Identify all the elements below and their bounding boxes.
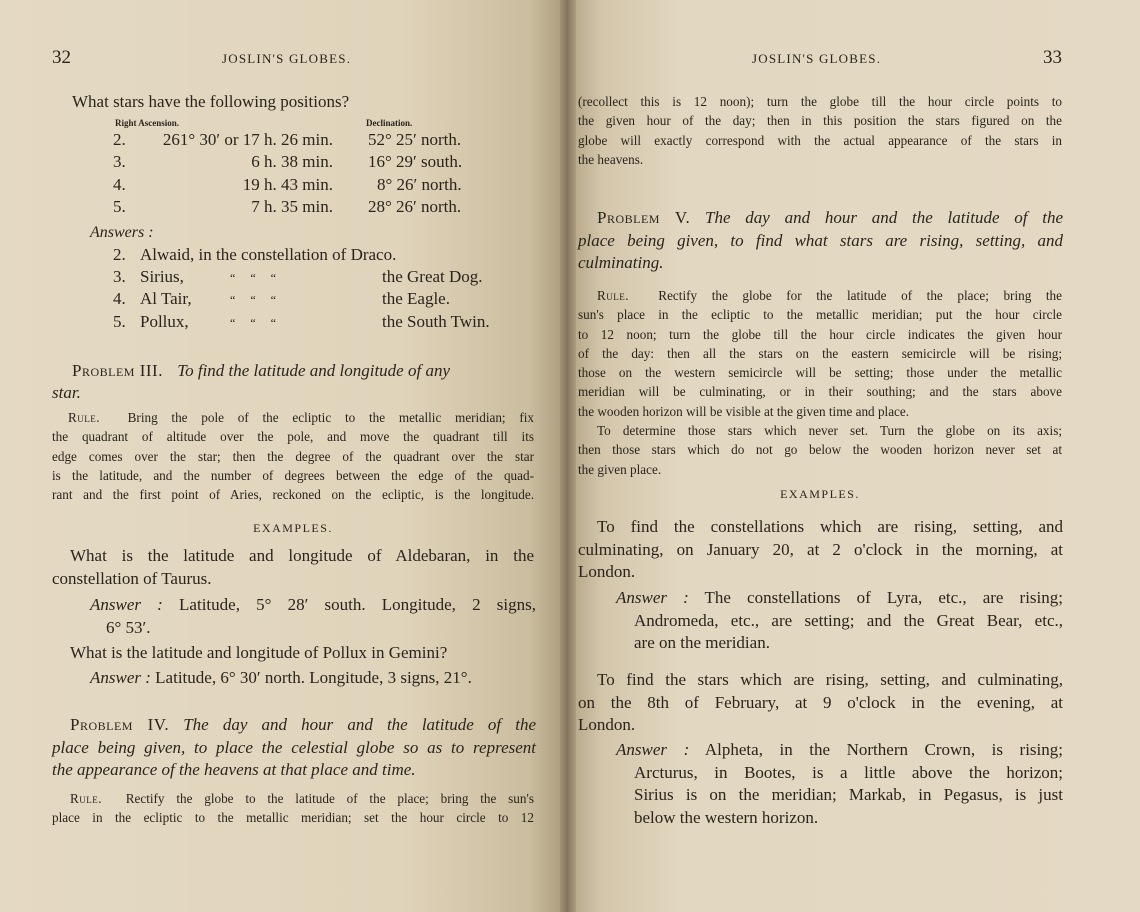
rule-line: to 12 noon; turn the globe till the hour circle indicates the given hour: [578, 326, 1062, 342]
page-number: 32: [52, 47, 71, 68]
example-1-answer: [616, 587, 1063, 655]
answer-text: Latitude, 5° 28′ south. Longitude, 2 signs,: [179, 595, 536, 614]
answer-star: Sirius,: [140, 267, 184, 286]
example-2-question: What is the latitude and longitude of Pollux in Gemini?: [70, 643, 448, 662]
rule-line: the wooden horizon will be visible at the given time and place.: [578, 403, 910, 419]
example-2-question: [578, 669, 1063, 737]
answer-label: Answer :: [616, 740, 690, 759]
answer-text: Andromeda, etc., are setting; and the Great Bear, etc.,: [634, 610, 1063, 630]
answer-text: Sirius is on the meridian; Markab, in Pegasus, is just: [634, 785, 1063, 804]
ditto-marks: “ “ “: [230, 316, 276, 330]
rule-line: Rectify the globe for the latitude of the place; bring the: [658, 288, 1062, 303]
continuation-text: [578, 92, 1062, 169]
question-intro: What stars have the following positions?: [72, 92, 350, 111]
rule-line: rant and the first point of Aries, reckoned on the ecliptic, is the longitude.: [52, 487, 534, 503]
rule-label: Rule.: [68, 410, 101, 425]
question-line: London.: [578, 562, 636, 581]
declination: 16° 29′ south.: [368, 152, 463, 171]
answer-text: Alpheta, in the Northern Crown, is rising;: [704, 740, 1063, 759]
example-1-answer: [90, 594, 536, 639]
rule-label: Rule.: [70, 791, 103, 806]
question-line: culminating, on January 20, at 2 o'clock in the morning, at: [578, 539, 1063, 559]
row-number: 3.: [113, 152, 126, 171]
examples-heading: EXAMPLES.: [780, 487, 860, 501]
question-line: What is the latitude and longitude of Aldebaran, in the: [70, 546, 534, 565]
problem-label: Problem IV.: [70, 715, 170, 734]
book-gutter: [560, 0, 576, 912]
rule-5: [578, 286, 1062, 479]
answers-label: Answers :: [90, 224, 154, 241]
rule-line: edge comes over the star; then the degree of the quadrant over the star: [52, 448, 534, 464]
rule-line: the given place.: [578, 461, 662, 477]
answer-constellation: the Great Dog.: [382, 267, 483, 286]
answer-star: Pollux,: [140, 312, 189, 331]
rule-line: place in the ecliptic to the metallic meridian; set the hour circle to 12: [52, 810, 534, 826]
problem-label: Problem III.: [72, 361, 163, 380]
answer-number: 4.: [113, 289, 126, 308]
text-line: (recollect this is 12 noon); turn the globe till the hour circle points to: [578, 94, 1062, 109]
rule-line: of the day: then all the stars on the eastern semicircle will be rising;: [578, 345, 1062, 361]
running-head: JOSLIN'S GLOBES.: [222, 51, 352, 66]
ditto-marks: “ “ “: [230, 293, 276, 307]
answer-text: Latitude, 6° 30′ north. Longitude, 3 signs, 21°.: [155, 668, 472, 687]
answer-text: 6° 53′.: [106, 617, 151, 637]
question-line: London.: [578, 715, 636, 734]
rule-line: meridian will be culminating, or in their southing; and the stars above: [578, 384, 1062, 400]
question-line: constellation of Taurus.: [52, 568, 212, 588]
problem-3-heading: [72, 360, 536, 383]
question-line: To find the stars which are rising, setting, and culminating,: [597, 670, 1063, 689]
right-ascension: 6 h. 38 min.: [251, 152, 333, 171]
left-page: [0, 0, 568, 912]
row-number: 4.: [113, 175, 126, 194]
rule-line: the quadrant of altitude over the pole, and move the quadrant till its: [52, 429, 534, 445]
examples-heading: EXAMPLES.: [253, 521, 333, 535]
rule-line: is the latitude, and the number of degrees between the edge of the quad-: [52, 467, 534, 483]
problem-title-cont: place being given, to place the celestial globe so as to represent: [52, 737, 536, 757]
example-2-answer: [616, 739, 1063, 829]
problem-title-cont: culminating.: [578, 253, 664, 272]
problem-title: The day and hour and the latitude of the: [705, 208, 1064, 227]
text-line: the heavens.: [578, 151, 644, 167]
answer-star: Al Tair,: [140, 289, 192, 308]
question-line: To find the constellations which are rising, setting, and: [597, 517, 1063, 536]
text-line: the given hour of the day; then in this position the stars figured on the: [578, 113, 1062, 129]
answer-number: 5.: [113, 312, 126, 331]
row-number: 5.: [113, 197, 126, 216]
problem-title-cont: star.: [52, 383, 81, 402]
answer-text: below the western horizon.: [634, 807, 819, 827]
problem-5-heading: [578, 207, 1063, 275]
answer-text: The constellations of Lyra, etc., are rising;: [704, 588, 1063, 607]
rule-3: [52, 408, 534, 504]
answer-number: 3.: [113, 267, 126, 286]
problem-title: The day and hour and the latitude of the: [183, 715, 536, 734]
answer-label: Answer :: [90, 595, 163, 614]
answer-constellation: the South Twin.: [382, 312, 490, 331]
answer-number: 2.: [113, 245, 126, 264]
column-header-ra: Right Ascension.: [115, 118, 180, 128]
answer-text: are on the meridian.: [634, 633, 770, 652]
rule-line: then those stars which do not go below the wooden horizon never set at: [578, 442, 1062, 458]
rule-label: Rule.: [597, 288, 630, 303]
rule-line: Rectify the globe to the latitude of the place; bring the sun's: [125, 791, 535, 806]
example-1-question: [578, 516, 1063, 584]
column-header-dec: Declination.: [366, 118, 413, 128]
page-number: 33: [1043, 47, 1062, 68]
declination: 8° 26′ north.: [377, 175, 462, 194]
rule-line: Bring the pole of the ecliptic to the metallic meridian; fix: [127, 410, 535, 425]
answer-label: Answer :: [616, 588, 689, 607]
rule-line: sun's place in the ecliptic to the metallic meridian; put the hour circle: [578, 307, 1062, 323]
answer-star: Alwaid, in the constellation of Draco.: [140, 245, 397, 264]
right-page: [568, 0, 1140, 912]
problem-title-cont: place being given, to find what stars are rising, setting, and: [578, 230, 1063, 250]
answer-constellation: the Eagle.: [382, 289, 450, 308]
problem-title: To find the latitude and longitude of any: [177, 361, 450, 380]
rule-line: To determine those stars which never set. Turn the globe on its axis;: [597, 423, 1062, 439]
rule-line: those on the western semicircle will be setting; those under the metallic: [578, 365, 1062, 381]
problem-4-heading: [52, 714, 536, 782]
right-ascension: 19 h. 43 min.: [242, 175, 333, 194]
rule-4: [52, 789, 534, 828]
running-head: JOSLIN'S GLOBES.: [752, 51, 882, 66]
declination: 28° 26′ north.: [368, 197, 462, 216]
problem-title-cont: the appearance of the heavens at that place and time.: [52, 760, 416, 779]
ditto-marks: “ “ “: [230, 271, 276, 285]
problem-label: Problem V.: [597, 208, 691, 227]
example-2-answer: [90, 667, 472, 690]
answer-text: Arcturus, in Bootes, is a little above the horizon;: [634, 762, 1063, 782]
right-ascension: 261° 30′ or 17 h. 26 min.: [162, 130, 333, 149]
row-number: 2.: [113, 130, 126, 149]
text-line: globe will exactly correspond with the actual appearance of the stars in: [578, 132, 1062, 148]
example-1-question: [52, 545, 534, 590]
right-ascension: 7 h. 35 min.: [251, 197, 333, 216]
answer-label: Answer :: [90, 668, 151, 687]
question-line: on the 8th of February, at 9 o'clock in the evening, at: [578, 692, 1063, 712]
declination: 52° 25′ north.: [368, 130, 462, 149]
